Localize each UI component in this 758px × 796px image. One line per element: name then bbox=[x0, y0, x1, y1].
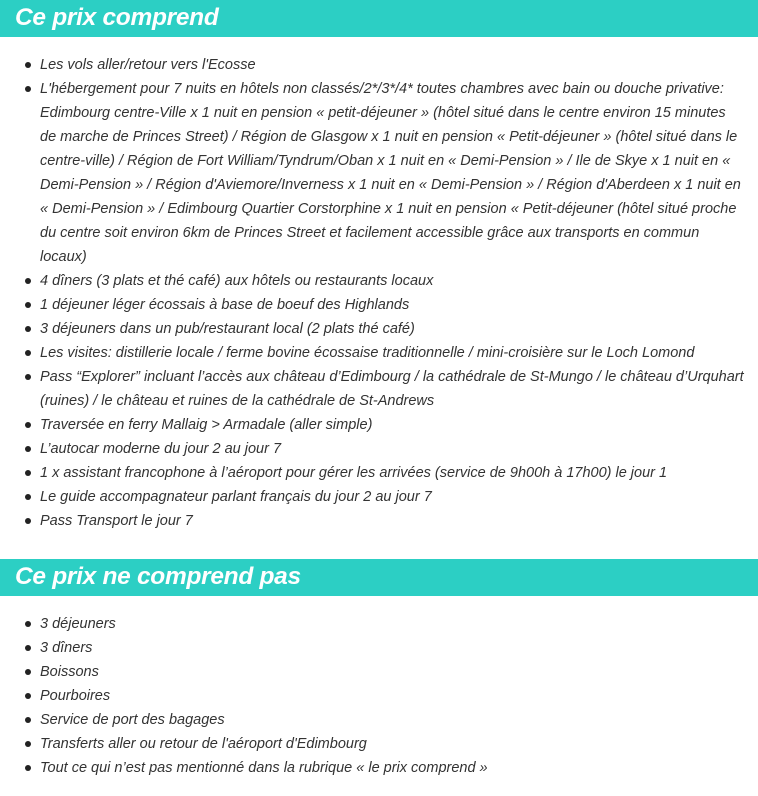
included-item bbox=[0, 53, 758, 77]
bullet-icon bbox=[25, 669, 31, 675]
included-item bbox=[0, 77, 758, 269]
excluded-item bbox=[0, 708, 758, 732]
bullet-icon bbox=[25, 374, 31, 380]
included-item bbox=[0, 293, 758, 317]
excluded-item-text: 3 dîners bbox=[40, 640, 93, 656]
bullet-icon bbox=[25, 302, 31, 308]
included-item bbox=[0, 365, 758, 413]
excluded-item-text: Service de port des bagages bbox=[40, 712, 225, 728]
included-item-text: Pass Transport le jour 7 bbox=[40, 513, 193, 529]
included-item bbox=[0, 341, 758, 365]
bullet-icon bbox=[25, 645, 31, 651]
included-item bbox=[0, 461, 758, 485]
included-item bbox=[0, 269, 758, 293]
bullet-icon bbox=[25, 494, 31, 500]
bullet-icon bbox=[25, 518, 31, 524]
excluded-item bbox=[0, 612, 758, 636]
included-item-text: Traversée en ferry Mallaig > Armadale (aller simple) bbox=[40, 417, 373, 433]
excluded-item bbox=[0, 636, 758, 660]
excluded-header bbox=[0, 559, 758, 596]
included-item bbox=[0, 413, 758, 437]
excluded-item-text: Tout ce qui n’est pas mentionné dans la rubrique « le prix comprend » bbox=[40, 760, 488, 776]
included-item-text: 1 déjeuner léger écossais à base de boeuf des Highlands bbox=[40, 297, 410, 313]
included-item bbox=[0, 317, 758, 341]
included-item bbox=[0, 485, 758, 509]
bullet-icon bbox=[25, 693, 31, 699]
included-title: Ce prix comprend bbox=[15, 4, 219, 31]
excluded-section bbox=[0, 559, 758, 780]
included-item-text: L’autocar moderne du jour 2 au jour 7 bbox=[40, 441, 282, 457]
included-item-text: Le guide accompagnateur parlant français du jour 2 au jour 7 bbox=[40, 489, 432, 505]
included-list bbox=[0, 53, 758, 533]
included-item-text: 3 déjeuners dans un pub/restaurant local (2 plats thé café) bbox=[40, 321, 415, 337]
included-item-text: Les vols aller/retour vers l'Ecosse bbox=[40, 57, 256, 73]
excluded-title: Ce prix ne comprend pas bbox=[15, 563, 301, 590]
bullet-icon bbox=[25, 717, 31, 723]
included-item bbox=[0, 509, 758, 533]
excluded-list bbox=[0, 612, 758, 780]
bullet-icon bbox=[25, 741, 31, 747]
included-item-text: L'hébergement pour 7 nuits en hôtels non classés/2*/3*/4* toutes chambres avec bain ou douche privative: Edimbourg centre-Ville x 1 nuit en pension « petit-déjeuner » (hôtel situé dans le centre environ 15 minutes de marche de Princes Street) / Région de Glasgow x 1 nuit en pension « Petit-déjeuner » (hôtel situé dans le centre-ville) / Région de Fort William/Tyndrum/Oban x 1 nuit en « Demi-Pension » / Ile de Skye x 1 nuit en « Demi-Pension » / Région d'Aviemore/Inverness x 1 nuit en « Demi-Pension » / Région d'Aberdeen x 1 nuit en « Demi-Pension » / Edimbourg Quartier Corstorphine x 1 nuit en pension « Petit-déjeuner (hôtel situé proche du centre soit environ 6km de Princes Street et facilement accessible grâce aux transports en commun locaux) bbox=[40, 81, 741, 265]
included-item-text: Pass “Explorer” incluant l’accès aux château d’Edimbourg / la cathédrale de St-Mungo / le château d’Urquhart (ruines) / le château et ruines de la cathédrale de St-Andrews bbox=[40, 369, 744, 409]
included-header bbox=[0, 0, 758, 37]
included-item-text: 4 dîners (3 plats et thé café) aux hôtels ou restaurants locaux bbox=[40, 273, 434, 289]
included-item-text: 1 x assistant francophone à l’aéroport pour gérer les arrivées (service de 9h00h à 17h00) le jour 1 bbox=[40, 465, 668, 481]
excluded-item bbox=[0, 756, 758, 780]
included-item-text: Les visites: distillerie locale / ferme bovine écossaise traditionnelle / mini-croisière sur le Loch Lomond bbox=[40, 345, 695, 361]
excluded-item-text: 3 déjeuners bbox=[40, 616, 116, 632]
bullet-icon bbox=[25, 326, 31, 332]
excluded-item bbox=[0, 684, 758, 708]
excluded-item-text: Boissons bbox=[40, 664, 99, 680]
excluded-item bbox=[0, 660, 758, 684]
bullet-icon bbox=[25, 350, 31, 356]
bullet-icon bbox=[25, 446, 31, 452]
bullet-icon bbox=[25, 765, 31, 771]
bullet-icon bbox=[25, 621, 31, 627]
excluded-item-text: Transferts aller ou retour de l'aéroport d'Edimbourg bbox=[40, 736, 367, 752]
bullet-icon bbox=[25, 86, 31, 92]
included-item bbox=[0, 437, 758, 461]
bullet-icon bbox=[25, 470, 31, 476]
excluded-item bbox=[0, 732, 758, 756]
bullet-icon bbox=[25, 422, 31, 428]
excluded-item-text: Pourboires bbox=[40, 688, 111, 704]
bullet-icon bbox=[25, 62, 31, 68]
bullet-icon bbox=[25, 278, 31, 284]
